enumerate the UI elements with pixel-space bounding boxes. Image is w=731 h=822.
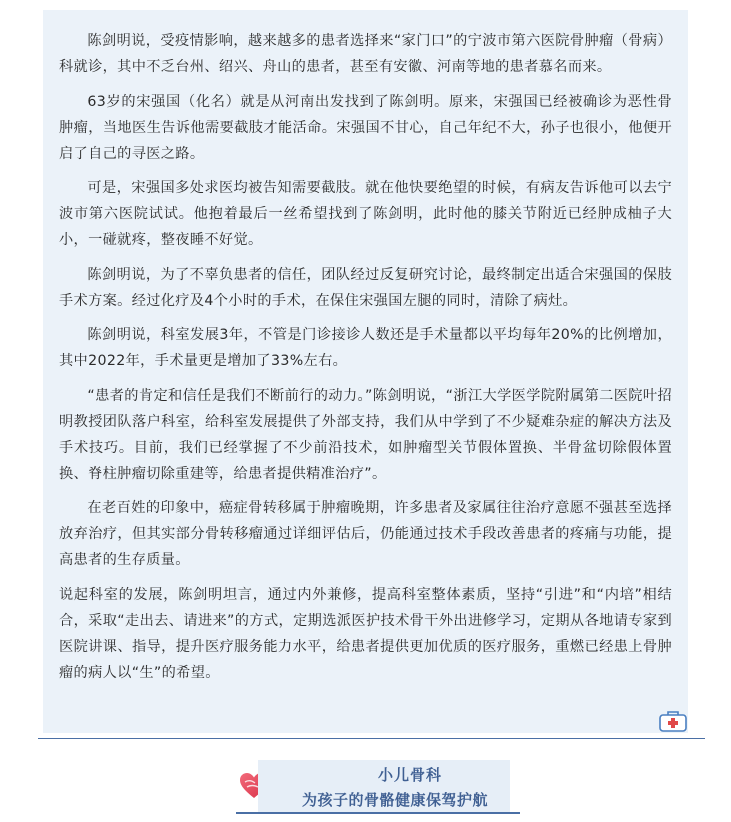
footer-title: 小儿骨科 bbox=[377, 766, 442, 784]
footer-underline bbox=[236, 812, 520, 814]
article-paragraph-8: 说起科室的发展，陈剑明坦言，通过内外兼修，提高科室整体素质，坚持“引进”和“内培”相结合，采取“走出去、请进来”的方式，定期选派医护技术骨干外出进修学习，定期从各地请专家到医院讲课、指导，提升医疗服务能力水平，给患者提供更加优质的医疗服务，重燃已经患上骨肿瘤的病人以“生”的希望。 bbox=[59, 586, 672, 681]
footer-slogan: 为孩子的骨骼健康保驾护航 bbox=[301, 791, 488, 809]
article-paragraph-6: “患者的肯定和信任是我们不断前行的动力。”陈剑明说，“浙江大学医学院附属第二医院叶招明教授团队落户科室，给科室发展提供了外部支持，我们从中学到了不少疑难杂症的解决方法及手术技巧。目前，我们已经掌握了不少前沿技术，如肿瘤型关节假体置换、半骨盆切除假体置换、脊柱肿瘤切除重建等，给患者提供精准治疗”。 bbox=[59, 387, 672, 482]
article-paragraph-7: 在老百姓的印象中，癌症骨转移属于肿瘤晚期，许多患者及家属往往治疗意愿不强甚至选择放弃治疗，但其实部分骨转移瘤通过详细评估后，仍能通过技术手段改善患者的疼痛与功能，提高患者的生存质量。 bbox=[59, 500, 672, 568]
section-divider bbox=[38, 738, 705, 739]
article-paragraph-1: 陈剑明说，受疫情影响，越来越多的患者选择来“家门口”的宁波市第六医院骨肿瘤（骨病）科就诊，其中不乏台州、绍兴、舟山的患者，甚至有安徽、河南等地的患者慕名而来。 bbox=[59, 33, 672, 75]
article-paragraph-2: 63岁的宋强国（化名）就是从河南出发找到了陈剑明。原来，宋强国已经被确诊为恶性骨肿瘤，当地医生告诉他需要截肢才能活命。宋强国不甘心，自己年纪不大，孙子也很小，他便开启了自己的寻医之路。 bbox=[59, 93, 672, 162]
article-paragraph-4: 陈剑明说，为了不辜负患者的信任，团队经过反复研究讨论，最终制定出适合宋强国的保肢手术方案。经过化疗及4个小时的手术，在保住宋强国左腿的同时，清除了病灶。 bbox=[59, 266, 672, 309]
medical-kit-icon bbox=[658, 709, 688, 733]
article-paragraph-5: 陈剑明说，科室发展3年，不管是门诊接诊人数还是手术量都以平均每年20%的比例增加，其中2022年，手术量更是增加了33%左右。 bbox=[59, 327, 672, 369]
article-paragraph-3: 可是，宋强国多处求医均被告知需要截肢。就在他快要绝望的时候，有病友告诉他可以去宁波市第六医院试试。他抱着最后一丝希望找到了陈剑明，此时他的膝关节附近已经肿成柚子大小，一碰就疼，整夜睡不好觉。 bbox=[59, 180, 672, 248]
footer-banner bbox=[258, 760, 510, 812]
article-card bbox=[43, 10, 688, 733]
